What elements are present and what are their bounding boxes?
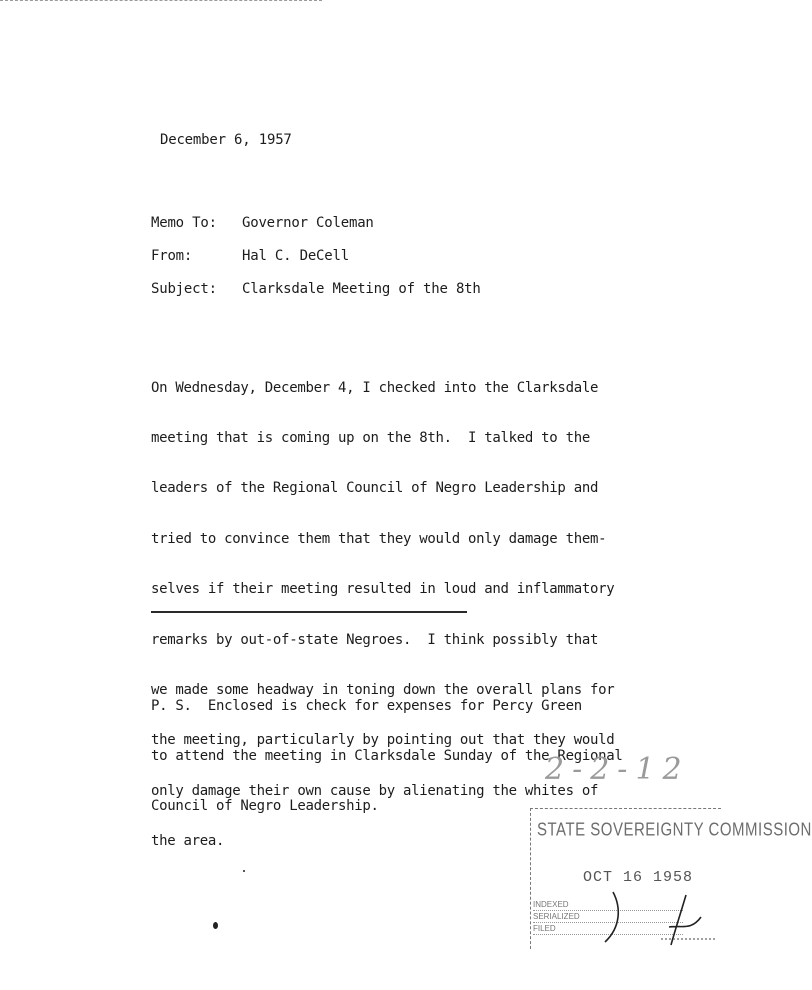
subject-label: Subject: (151, 281, 217, 297)
top-dashed-rule (0, 0, 322, 1)
ink-speck (213, 922, 218, 929)
receipt-stamp (530, 808, 812, 949)
body-line: On Wednesday, December 4, I checked into the Clarksdale (151, 379, 599, 396)
body-line: tried to convince them that they would only damage them- (151, 530, 607, 547)
body-line: selves if their meeting resulted in loud and inflammatory (151, 581, 615, 598)
signature-line (151, 611, 467, 613)
body-line: remarks by out-of-state Negroes. I think possibly that (151, 631, 599, 648)
ink-speck (243, 870, 245, 872)
memo-date: December 6, 1957 (160, 132, 292, 148)
stamp-row-filed: FILED (533, 923, 683, 935)
stamp-heading: STATE SOVEREIGNTY COMMISSION (537, 819, 812, 841)
stamp-row-serialized: SERIALIZED (533, 911, 683, 923)
stamp-date: OCT 16 1958 (583, 869, 694, 886)
body-line: we made some headway in toning down the overall plans for (151, 681, 615, 698)
memo-to-value: Governor Coleman (242, 215, 374, 231)
memo-to-label: Memo To: (151, 215, 217, 231)
from-label: From: (151, 248, 193, 264)
body-line: the area. (151, 833, 225, 850)
stamp-initials-icon (591, 887, 721, 947)
body-line: meeting that is coming up on the 8th. I talked to the (151, 429, 590, 446)
postscript-line: to attend the meeting in Clarksdale Sunday of the Regional (151, 747, 623, 764)
postscript-line: Council of Negro Leadership. (151, 798, 379, 815)
subject-value: Clarksdale Meeting of the 8th (242, 281, 481, 297)
handwritten-file-number: 2-2-12 (545, 752, 690, 787)
from-value: Hal C. DeCell (242, 248, 349, 264)
stamp-row-indexed: INDEXED (533, 899, 683, 911)
postscript-line: P. S. Enclosed is check for expenses for Percy Green (151, 697, 582, 714)
body-line: only damage their own cause by alienating the whites of (151, 782, 599, 799)
body-line: leaders of the Regional Council of Negro Leadership and (151, 480, 599, 497)
body-line: the meeting, particularly by pointing out that they would (151, 732, 615, 749)
